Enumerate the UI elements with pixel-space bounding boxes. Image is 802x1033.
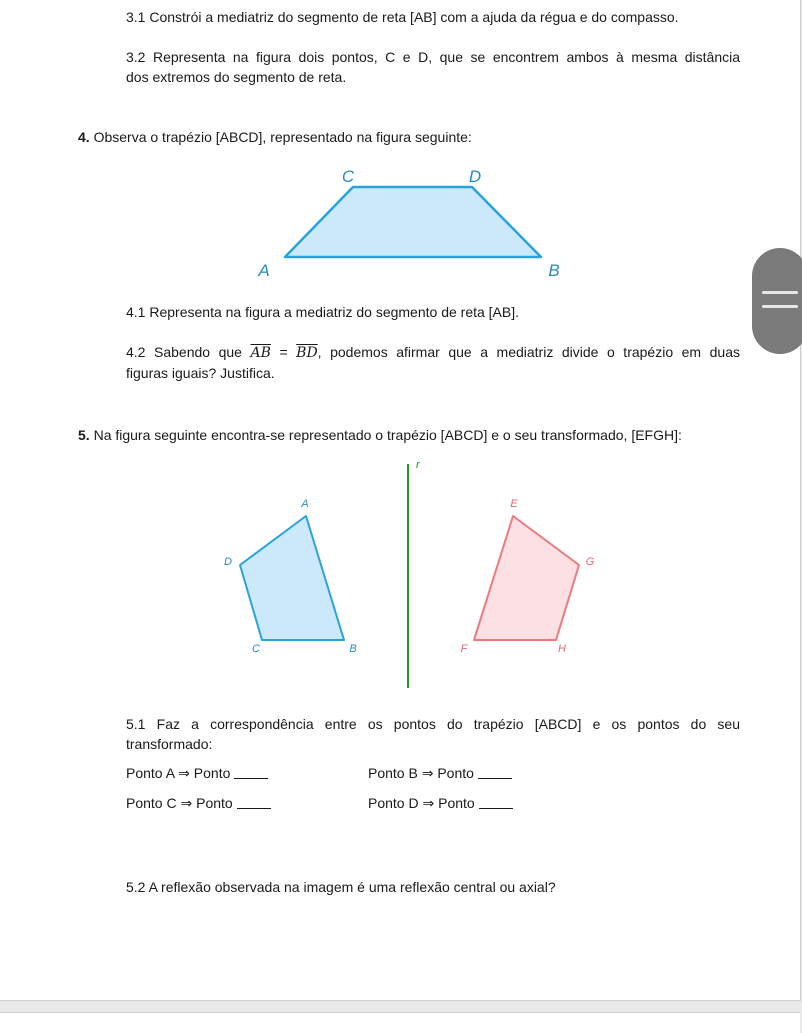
vertex-label-a: A xyxy=(301,498,309,510)
item-number: 4.2 xyxy=(126,344,146,360)
item-number: 5.2 xyxy=(126,879,146,895)
equals-sign: = xyxy=(270,344,297,360)
segment-bd: $\overline{BD}$ xyxy=(296,345,318,361)
arrow-icon: ⇒ xyxy=(421,765,434,781)
item-text: A reflexão observada na imagem é uma reflexão central ou axial? xyxy=(148,879,556,895)
item-text-line1: Representa na figura dois pontos, C e D, que se encontrem ambos à mesma distância xyxy=(153,49,740,65)
vertex-label-h: H xyxy=(558,643,566,655)
vertex-label-c: C xyxy=(341,167,355,186)
scroll-handle[interactable] xyxy=(752,248,802,354)
item-5-2 xyxy=(126,877,556,897)
question-number: 5. xyxy=(78,427,90,443)
vertex-label-g: G xyxy=(585,556,595,568)
correspondence-a xyxy=(126,763,268,783)
item-text-pre: Sabendo que xyxy=(154,344,251,360)
vertex-label-a: A xyxy=(258,261,270,280)
vertex-label-b: B xyxy=(548,261,560,280)
item-number: 3.1 xyxy=(126,9,146,25)
question-text: Observa o trapézio [ABCD], representado na figura seguinte: xyxy=(93,129,472,145)
pair-to: Ponto xyxy=(196,795,233,811)
item-text-line2: transformado: xyxy=(126,736,213,752)
pair-to: Ponto xyxy=(438,795,475,811)
pair-from: Ponto C xyxy=(126,795,177,811)
arrow-icon: ⇒ xyxy=(180,795,193,811)
answer-blank[interactable] xyxy=(478,764,512,779)
pair-from: Ponto D xyxy=(368,795,419,811)
vertex-label-f: F xyxy=(460,643,468,655)
correspondence-d xyxy=(368,793,513,813)
segment-ab: $\overline{AB}$ xyxy=(250,345,271,361)
item-number: 4.1 xyxy=(126,304,146,320)
arrow-icon: ⇒ xyxy=(422,795,435,811)
answer-blank[interactable] xyxy=(237,794,271,809)
vertex-label-d: D xyxy=(468,167,482,186)
correspondence-c xyxy=(126,793,271,813)
item-text: Constrói a mediatriz do segmento de reta [AB] com a ajuda da régua e do compasso. xyxy=(149,9,679,25)
item-text-line2: figuras iguais? Justifica. xyxy=(126,365,275,381)
item-5-1 xyxy=(126,714,740,754)
item-number: 5.1 xyxy=(126,716,146,732)
question-5 xyxy=(78,425,682,445)
pair-to: Ponto xyxy=(193,765,231,781)
axis-label-r: r xyxy=(416,459,420,471)
grip-line-icon xyxy=(762,291,798,294)
vertex-label-e: E xyxy=(510,498,518,510)
arrow-icon: ⇒ xyxy=(178,765,190,781)
pair-from: Ponto B xyxy=(368,765,418,781)
item-number: 3.2 xyxy=(126,49,146,65)
item-text-post: , podemos afirmar que a mediatriz divide o trapézio em duas xyxy=(317,344,740,360)
item-text: Representa na figura a mediatriz do segmento de reta [AB]. xyxy=(149,304,520,320)
vertex-label-b: B xyxy=(349,643,357,655)
trapezoid-abcd-q5 xyxy=(240,516,344,640)
pair-from: Ponto A xyxy=(126,765,175,781)
item-text-line1: Faz a correspondência entre os pontos do trapézio [ABCD] e os pontos do seu xyxy=(156,716,740,732)
vertex-label-c: C xyxy=(252,643,260,655)
item-4-2 xyxy=(126,342,740,383)
correspondence-b xyxy=(368,763,512,783)
item-4-1 xyxy=(126,302,519,322)
vertex-label-d: D xyxy=(224,556,232,568)
grip-line-icon xyxy=(762,305,798,308)
answer-blank[interactable] xyxy=(234,764,268,779)
question-text: Na figura seguinte encontra-se representado o trapézio [ABCD] e o seu transformado, [EFGH]: xyxy=(93,427,682,443)
item-text-line2: dos extremos do segmento de reta. xyxy=(126,69,347,85)
trapezoid-abcd xyxy=(285,187,541,257)
question-number: 4. xyxy=(78,129,90,145)
next-page-edge xyxy=(0,1012,800,1033)
answer-blank[interactable] xyxy=(479,794,513,809)
trapezoid-efgh xyxy=(474,516,579,640)
pair-to: Ponto xyxy=(437,765,474,781)
